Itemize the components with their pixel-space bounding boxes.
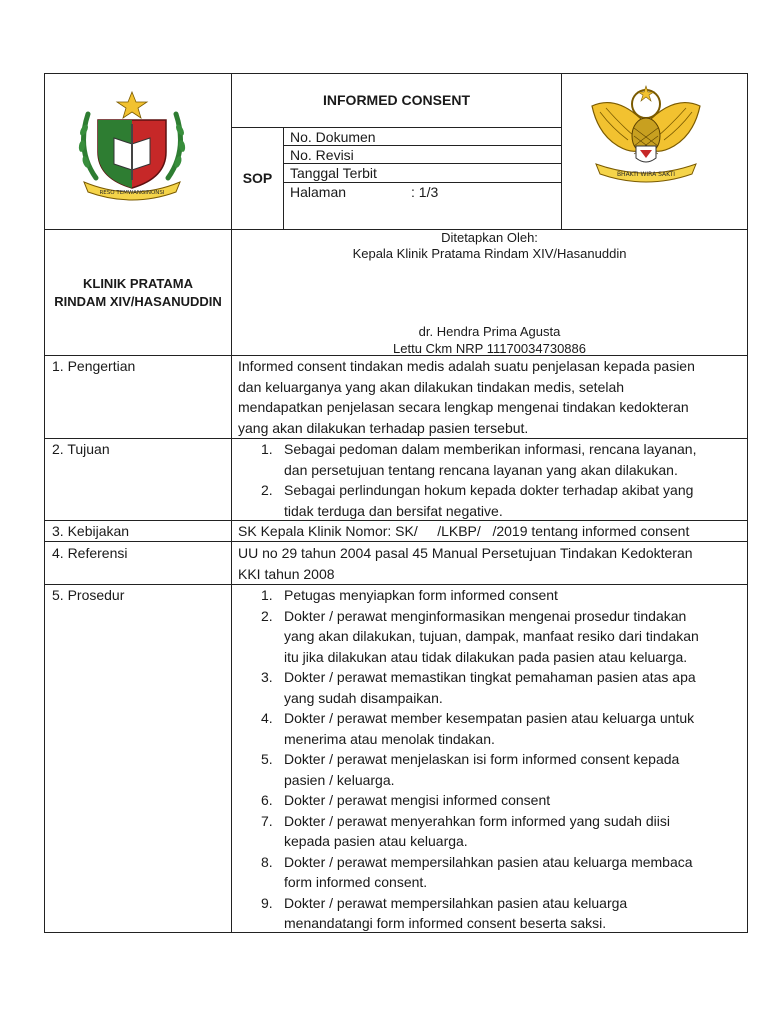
list-item-line: Sebagai pedoman dalam memberikan informasi, rencana layanan,	[284, 441, 697, 457]
field-no-revisi-label: No. Revisi	[290, 147, 354, 163]
list-item-line: kepada pasien atau keluarga.	[284, 833, 468, 849]
signer-name: dr. Hendra Prima Agusta	[418, 324, 561, 339]
approval-set-by: Ditetapkan Oleh:	[441, 230, 538, 245]
section-label-referensi: 4. Referensi	[52, 545, 128, 561]
list-item-line: Dokter / perawat mengisi informed consent	[284, 792, 551, 808]
list-item-number: 1.	[261, 441, 273, 457]
list-item-number: 2.	[261, 482, 273, 498]
pengertian-line: yang akan dilakukan terhadap pasien tersebut.	[238, 419, 529, 436]
list-item-line: Dokter / perawat menginformasikan mengenai prosedur tindakan	[284, 607, 687, 624]
pengertian-line: dan keluarganya yang akan dilakukan tindakan medis, setelah	[238, 378, 625, 395]
right-emblem-logo	[588, 84, 704, 186]
pengertian-line: Informed consent tindakan medis adalah suatu penjelasan kepada pasien	[238, 358, 695, 374]
list-item-line: menandatangi form informed consent beserta saksi.	[284, 915, 607, 931]
list-item-number: 9.	[261, 894, 273, 911]
section-label-pengertian: 1. Pengertian	[52, 358, 136, 374]
list-item-line: Sebagai perlindungan hokum kepada dokter terhadap akibat yang	[284, 482, 694, 498]
list-item-line: Dokter / perawat memastikan tingkat pemahaman pasien atas apa	[284, 669, 696, 685]
referensi-line: UU no 29 tahun 2004 pasal 45 Manual Persetujuan Tindakan Kedokteran	[238, 545, 693, 561]
field-halaman-value: : 1/3	[411, 184, 439, 200]
approval-position: Kepala Klinik Pratama Rindam XIV/Hasanuddin	[352, 246, 627, 261]
section-label-prosedur: 5. Prosedur	[52, 587, 125, 603]
list-item-line: dan persetujuan tentang rencana layanan yang akan dilakukan.	[284, 461, 678, 478]
signer-rank: Lettu Ckm NRP 11170034730886	[393, 341, 586, 356]
list-item-line: form informed consent.	[284, 874, 428, 890]
list-item-line: yang sudah disampaikan.	[284, 689, 443, 706]
list-item-line: pasien / keluarga.	[284, 771, 395, 788]
list-item-line: Dokter / perawat mempersilahkan pasien atau keluarga	[284, 894, 628, 911]
list-item-line: itu jika dilakukan atau tidak dilakukan pada pasien atau keluarga.	[284, 648, 688, 665]
pengertian-line: mendapatkan penjelasan secara lengkap mengenai tindakan kedokteran	[238, 399, 689, 415]
list-item-line: yang akan dilakukan, tujuan, dampak, manfaat resiko dari tindakan	[284, 628, 699, 644]
svg-text:RESO TEMWANGINONSI: RESO TEMWANGINONSI	[99, 190, 165, 196]
list-item-number: 4.	[261, 710, 273, 726]
referensi-line: KKI tahun 2008	[238, 565, 335, 582]
list-item-number: 6.	[261, 792, 273, 808]
kebijakan-text: SK Kepala Klinik Nomor: SK/ /LKBP/ /2019 tentang informed consent	[238, 523, 690, 539]
institution-name-line1: KLINIK PRATAMA	[82, 276, 193, 291]
list-item-number: 5.	[261, 751, 273, 767]
list-item-line: Dokter / perawat menyerahkan form informed yang sudah diisi	[284, 812, 670, 829]
field-halaman-label: Halaman	[290, 184, 347, 200]
list-item-line: menerima atau menolak tindakan.	[284, 730, 495, 747]
section-label-kebijakan: 3. Kebijakan	[52, 523, 130, 539]
list-item-line: tidak terduga dan bersifat negative.	[284, 502, 503, 519]
institution-name-line2: RINDAM XIV/HASANUDDIN	[54, 294, 222, 309]
sop-label: SOP	[242, 170, 273, 186]
list-item-line: Dokter / perawat member kesempatan pasien atau keluarga untuk	[284, 710, 695, 726]
list-item-line: Petugas menyiapkan form informed consent	[284, 587, 558, 603]
list-item-number: 7.	[261, 812, 273, 829]
svg-text:BHAKTI WIRA SAKTI: BHAKTI WIRA SAKTI	[616, 171, 676, 178]
list-item-number: 8.	[261, 853, 273, 870]
field-tanggal-terbit-label: Tanggal Terbit	[290, 165, 377, 181]
list-item-line: Dokter / perawat menjelaskan isi form informed consent kepada	[284, 751, 680, 767]
section-label-tujuan: 2. Tujuan	[52, 441, 110, 457]
list-item-number: 2.	[261, 607, 273, 624]
left-emblem-logo	[74, 90, 190, 202]
list-item-line: Dokter / perawat mempersilahkan pasien atau keluarga membaca	[284, 853, 693, 870]
field-no-dokumen-label: No. Dokumen	[290, 129, 376, 145]
list-item-number: 1.	[261, 587, 273, 603]
document-title: INFORMED CONSENT	[323, 92, 470, 108]
list-item-number: 3.	[261, 669, 273, 685]
